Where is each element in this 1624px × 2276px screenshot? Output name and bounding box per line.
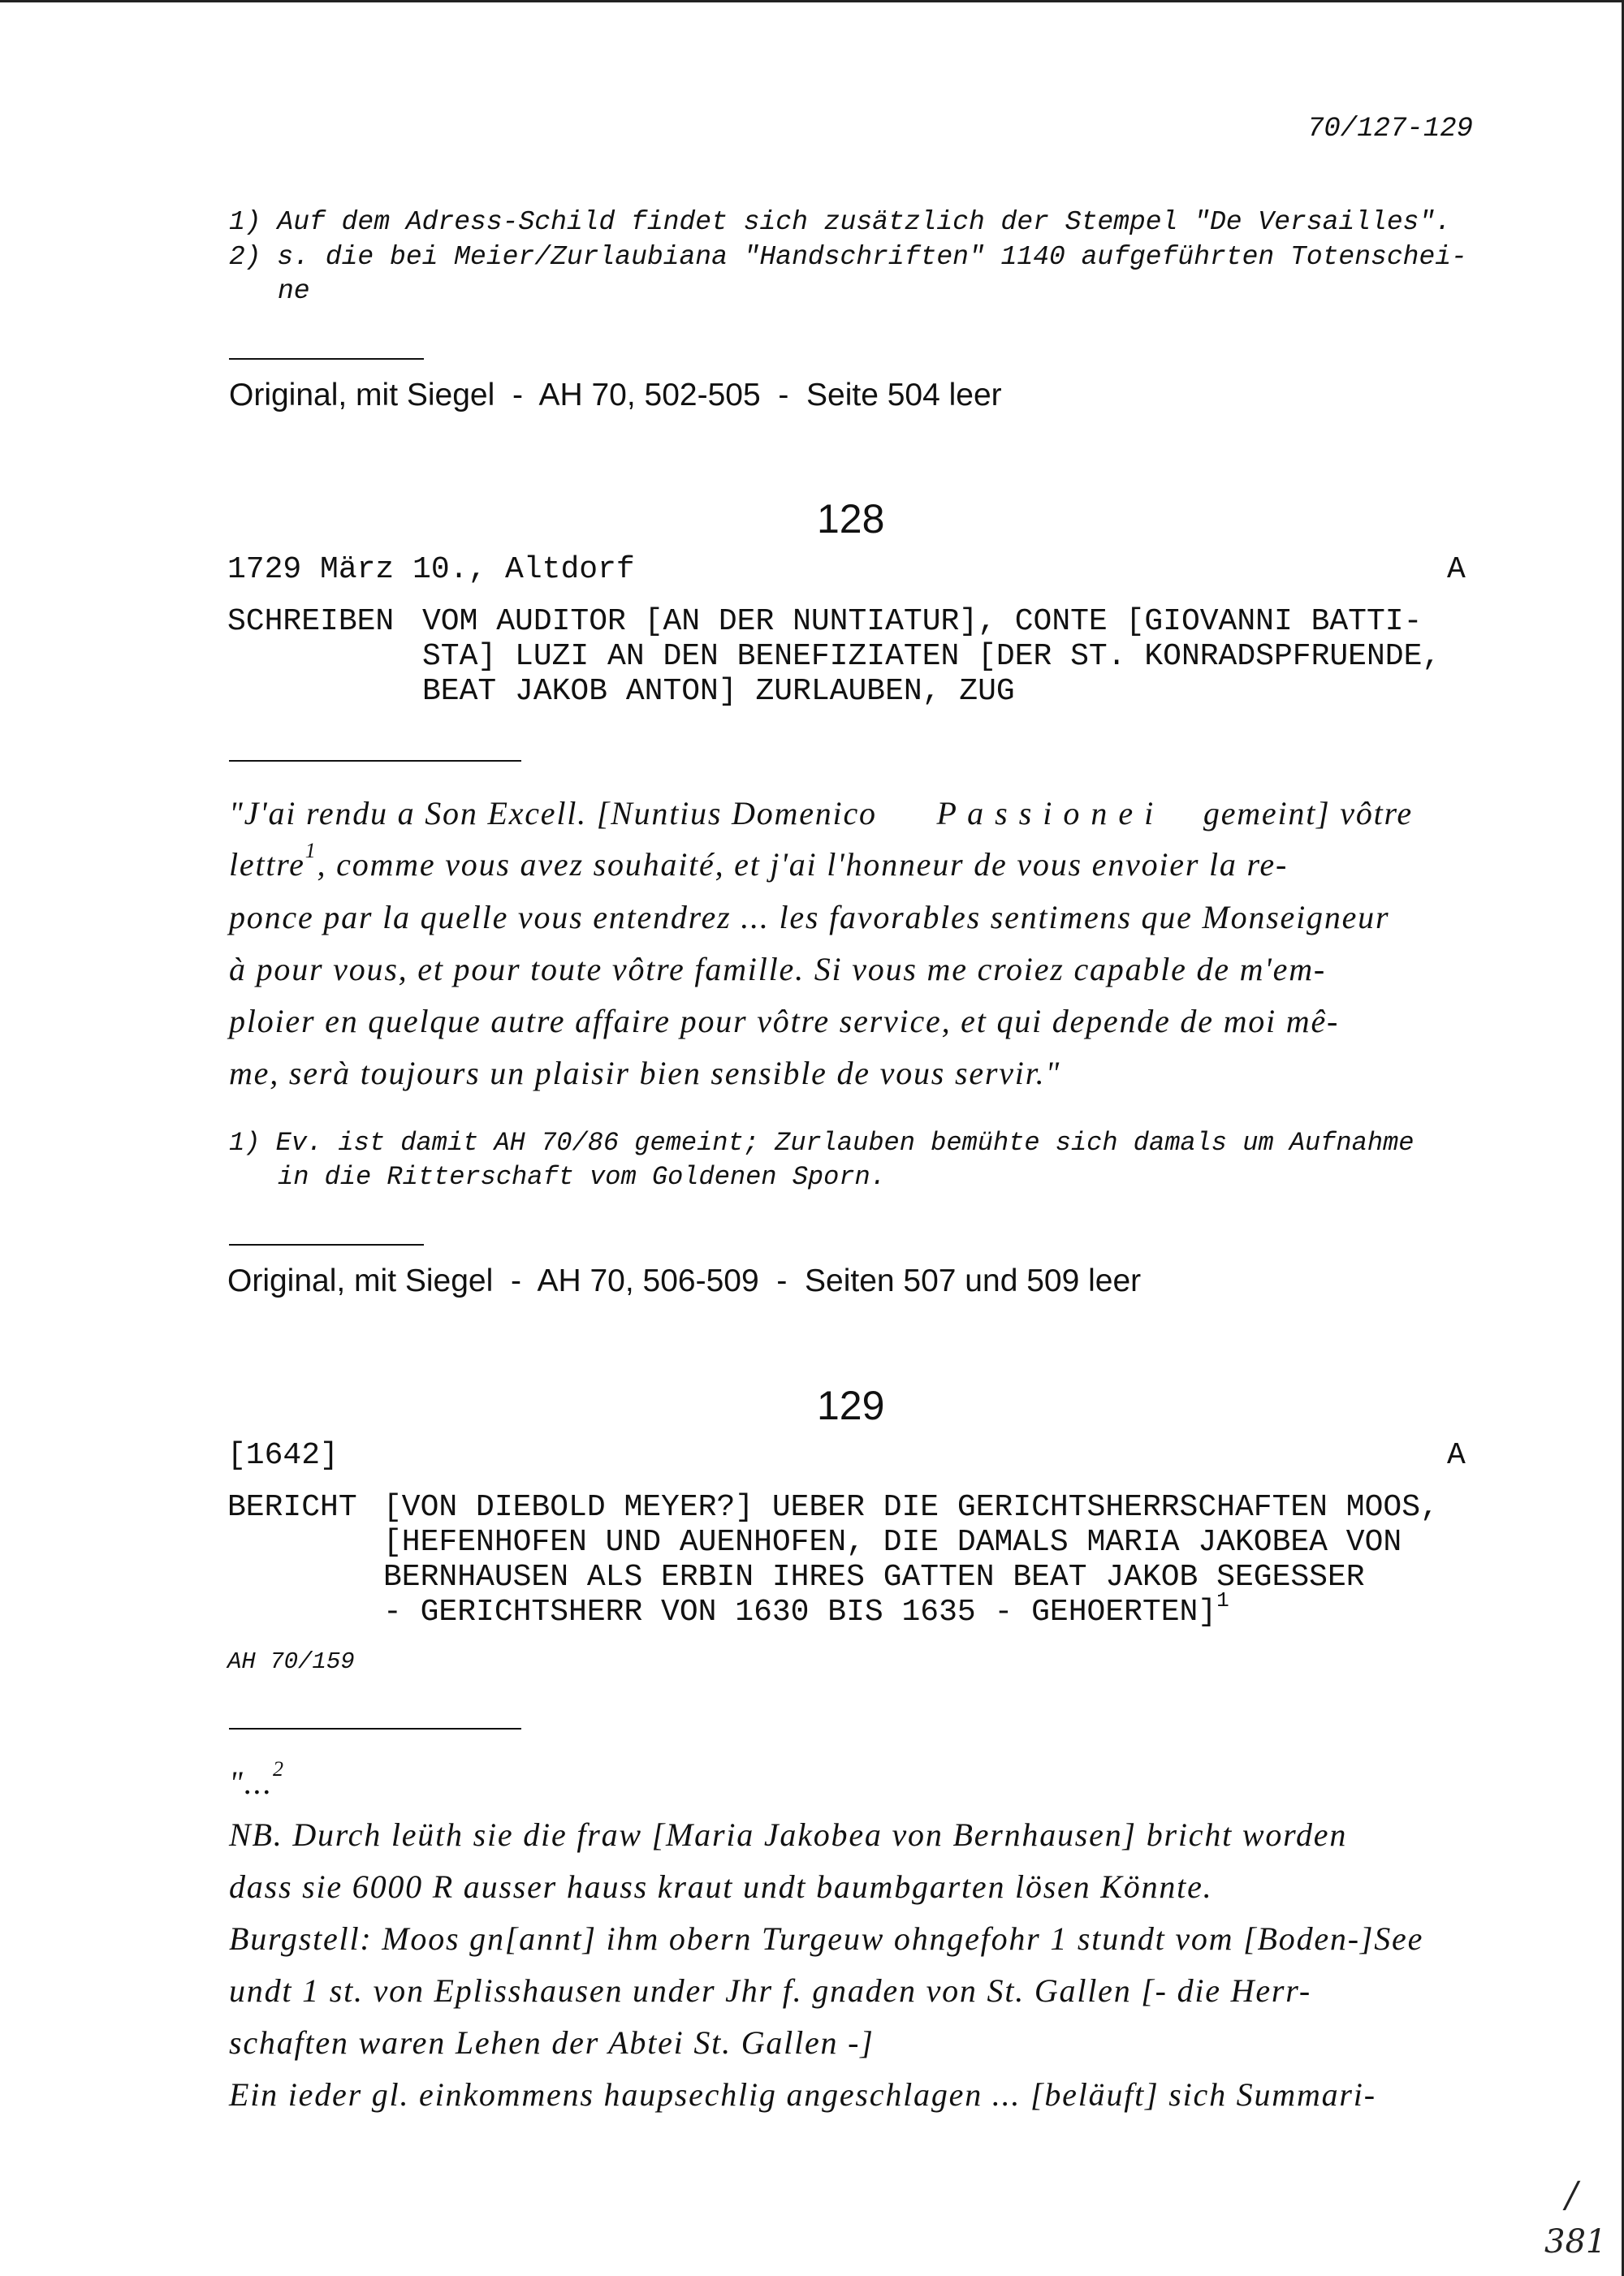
scan-border-top <box>0 0 1624 2</box>
footnote-marker: 1 <box>304 839 317 862</box>
doc128-number: 128 <box>817 496 885 542</box>
text-segment: - GERICHTSHERR VON 1630 BIS 1635 - GEHOERTEN] <box>383 1595 1217 1630</box>
handwritten-mark: / <box>1566 2175 1578 2216</box>
text-segment: lettre <box>229 846 305 883</box>
doc128-code: A <box>1447 552 1466 587</box>
footnote-127-2-cont: ne <box>278 276 310 306</box>
doc129-title-line-1: [VON DIEBOLD MEYER?] UEBER DIE GERICHTSHERRSCHAFTEN MOOS, <box>383 1490 1439 1525</box>
handwritten-folio-number: 381 <box>1544 2223 1607 2261</box>
doc128-text-line-3: ponce par la quelle vous entendrez ... les favorables sentimens que Monseigneur <box>229 899 1390 935</box>
source-rule-127 <box>229 358 424 360</box>
doc128-text-line-4: à pour vous, et pour toute vôtre famille. Si vous me croiez capable de m'em- <box>229 951 1327 987</box>
text-rule-129 <box>229 1728 521 1730</box>
footnote-127-1: 1) Auf dem Adress-Schild findet sich zusätzlich der Stempel "De Versailles". <box>229 207 1452 237</box>
doc128-text-line-6: me, serà toujours un plaisir bien sensible de vous servir." <box>229 1055 1061 1091</box>
doc128-text-line-5: ploier en quelque autre affaire pour vôtre service, et qui depende de moi mê- <box>229 1003 1340 1039</box>
doc128-title-lead: SCHREIBEN <box>227 604 395 639</box>
footnote-marker: 1 <box>1216 1588 1229 1613</box>
doc129-text-line-4: undt 1 st. von Eplisshausen under Jhr f. gnaden von St. Gallen [- die Herr- <box>229 1972 1311 2009</box>
doc129-date: [1642] <box>227 1438 339 1473</box>
doc129-code: A <box>1447 1438 1466 1473</box>
doc129-text-line-6: Ein ieder gl. einkommens haupsechlig angeschlagen ... [beläuft] sich Summari- <box>229 2076 1376 2113</box>
text-segment: , comme vous avez souhaité, et j'ai l'honneur de vous envoier la re- <box>317 846 1289 883</box>
page-reference: 70/127-129 <box>1307 114 1474 145</box>
source-line-127: Original, mit Siegel - AH 70, 502-505 - Seite 504 leer <box>229 378 1002 412</box>
doc129-reference: AH 70/159 <box>227 1648 355 1675</box>
doc128-text-line-2 <box>229 839 1289 883</box>
doc128-date-place: 1729 März 10., Altdorf <box>227 552 635 587</box>
doc129-number: 129 <box>817 1383 885 1428</box>
doc129-quote-start <box>229 1757 285 1802</box>
text-rule-128 <box>229 760 521 762</box>
doc128-footnote-1-cont: in die Ritterschaft vom Goldenen Sporn. <box>278 1162 886 1192</box>
doc129-title-lead: BERICHT <box>227 1490 357 1525</box>
text-segment: "... <box>229 1764 273 1801</box>
doc128-footnote-1: 1) Ev. ist damit AH 70/86 gemeint; Zurlauben bemühte sich damals um Aufnahme <box>229 1128 1415 1158</box>
source-line-128: Original, mit Siegel - AH 70, 506-509 - Seiten 507 und 509 leer <box>227 1263 1142 1298</box>
doc129-text-line-1: NB. Durch leüth sie die fraw [Maria Jakobea von Bernhausen] bricht worden <box>229 1816 1348 1853</box>
spaced-name: P a s s i o n e i <box>936 795 1155 831</box>
doc128-title-line-1: VOM AUDITOR [AN DER NUNTIATUR], CONTE [GIOVANNI BATTI- <box>422 604 1423 639</box>
doc129-text-line-5: schaften waren Lehen der Abtei St. Gallen -] <box>229 2024 875 2061</box>
doc129-title-line-3: BERNHAUSEN ALS ERBIN IHRES GATTEN BEAT JAKOB SEGESSER <box>383 1560 1365 1595</box>
source-rule-128 <box>229 1244 424 1246</box>
doc129-text-line-3: Burgstell: Moos gn[annt] ihm obern Turgeuw ohngefohr 1 stundt vom [Boden-]See <box>229 1920 1424 1957</box>
doc128-title-line-2: STA] LUZI AN DEN BENEFIZIATEN [DER ST. KONRADSPFRUENDE, <box>422 639 1441 674</box>
text-segment: gemeint] vôtre <box>1203 795 1413 831</box>
doc129-title-line-2: [HEFENHOFEN UND AUENHOFEN, DIE DAMALS MARIA JAKOBEA VON <box>383 1525 1402 1560</box>
text-segment: "J'ai rendu a Son Excell. [Nuntius Domenico <box>229 795 877 831</box>
doc129-text-line-2: dass sie 6000 R ausser hauss kraut undt baumbgarten lösen Könnte. <box>229 1868 1213 1905</box>
doc129-title-line-4 <box>383 1588 1229 1630</box>
footnote-127-2: 2) s. die bei Meier/Zurlaubiana "Handschriften" 1140 aufgeführten Totenschei- <box>229 242 1467 272</box>
footnote-marker: 2 <box>273 1757 285 1781</box>
doc128-title-line-3: BEAT JAKOB ANTON] ZURLAUBEN, ZUG <box>422 674 1015 709</box>
doc128-text-line-1 <box>229 794 1413 832</box>
